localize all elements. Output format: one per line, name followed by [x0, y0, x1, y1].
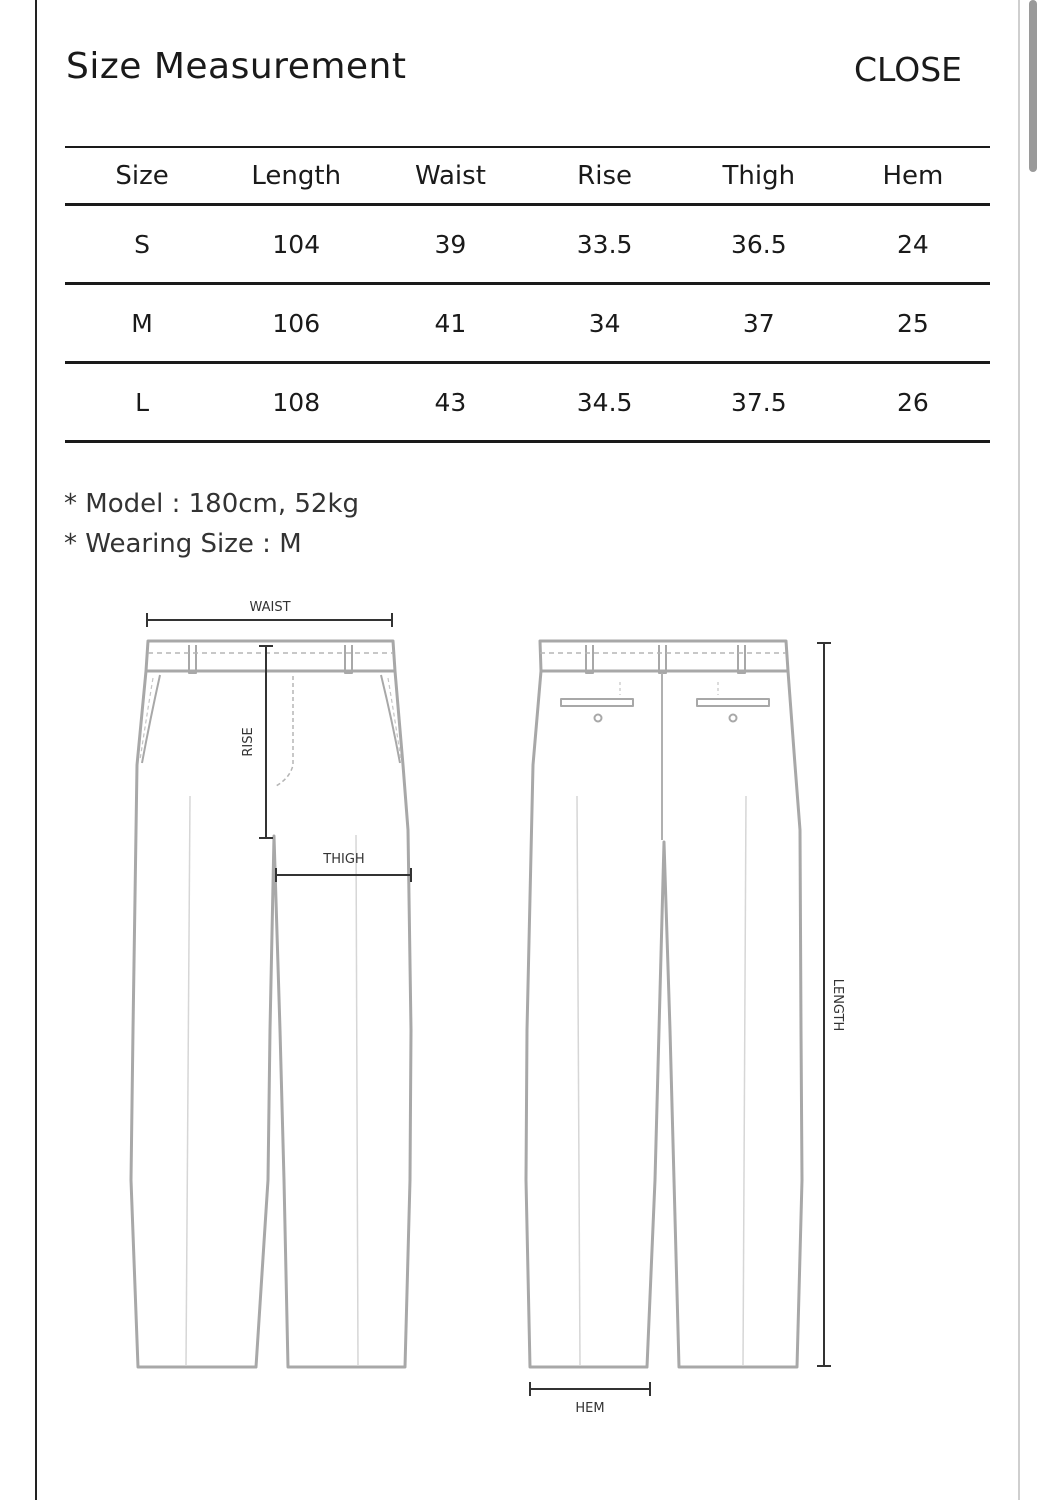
hem-label: HEM: [575, 1401, 605, 1416]
pants-back-illustration: [526, 641, 802, 1367]
column-header-thigh: Thigh: [722, 160, 796, 191]
waist-label: WAIST: [249, 600, 291, 615]
page-title: Size Measurement: [66, 46, 407, 87]
waist-measure-line: [147, 613, 392, 627]
table-cell: 41: [434, 308, 467, 338]
table-cell: S: [134, 229, 151, 259]
size-table: [65, 146, 990, 443]
table-cell: 36.5: [730, 229, 787, 259]
table-row: [65, 285, 990, 364]
column-header-size: Size: [115, 160, 169, 191]
table-cell: 26: [897, 387, 929, 417]
length-label: LENGTH: [830, 978, 845, 1032]
table-cell: 34: [588, 308, 621, 338]
table-cell: M: [131, 308, 153, 338]
column-header-waist: Waist: [414, 160, 486, 191]
rise-label: RISE: [241, 727, 256, 757]
hem-measure-line: [530, 1382, 650, 1396]
column-header-hem: Hem: [882, 160, 944, 191]
column-header-rise: Rise: [577, 160, 633, 191]
pants-front-illustration: [131, 641, 411, 1367]
table-cell: 39: [434, 229, 467, 259]
scrollbar-thumb[interactable]: [1029, 0, 1037, 172]
table-cell: 24: [897, 229, 929, 259]
table-cell: 37: [742, 308, 775, 338]
model-notes: [64, 484, 359, 564]
length-measure-line: [817, 643, 831, 1366]
wearing-size-info: * Wearing Size : M: [64, 529, 302, 559]
thigh-measure-line: [276, 868, 411, 882]
table-row: [65, 206, 990, 285]
table-cell: 106: [272, 308, 321, 338]
table-cell: 108: [272, 387, 321, 417]
table-cell: 25: [897, 308, 929, 338]
column-header-length: Length: [251, 160, 342, 191]
table-cell: 37.5: [730, 387, 787, 417]
table-cell: 104: [272, 229, 321, 259]
table-cell: 43: [434, 387, 467, 417]
table-header-row: [65, 146, 990, 206]
thigh-label: THIGH: [323, 852, 365, 867]
rise-measure-line: [259, 646, 273, 838]
close-button[interactable]: CLOSE: [853, 50, 962, 89]
table-cell: 34.5: [576, 387, 633, 417]
table-cell: 33.5: [576, 229, 633, 259]
model-info: * Model : 180cm, 52kg: [64, 489, 360, 519]
table-row: [65, 364, 990, 443]
table-cell: L: [135, 387, 150, 417]
pants-diagram: [0, 580, 1047, 1430]
